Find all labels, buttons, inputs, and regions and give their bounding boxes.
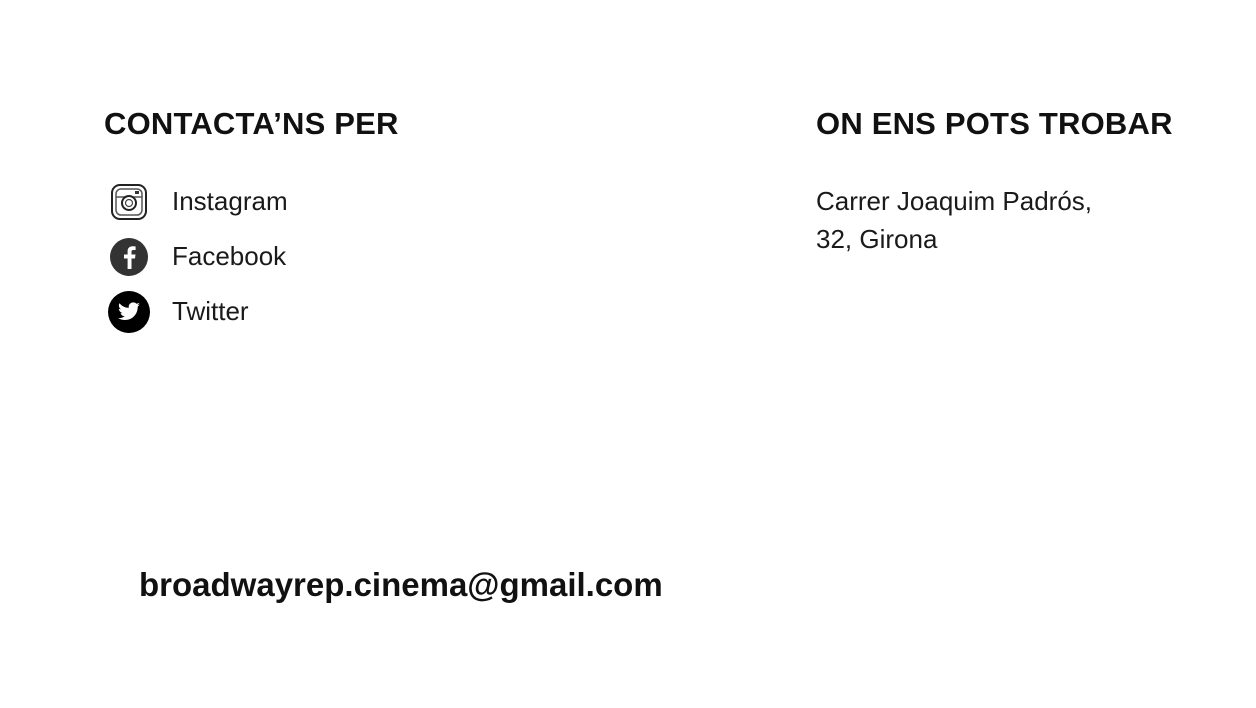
twitter-link[interactable]: [106, 284, 288, 339]
contact-heading: CONTACTA’NS PER: [104, 106, 399, 141]
twitter-label: Twitter: [172, 296, 249, 326]
address-line-2: 32, Girona: [816, 224, 938, 254]
facebook-icon: [106, 234, 152, 280]
instagram-icon: [106, 179, 152, 225]
facebook-link[interactable]: [106, 229, 288, 284]
address: [816, 182, 1092, 258]
address-line-1: Carrer Joaquim Padrós,: [816, 186, 1092, 216]
location-heading: ON ENS POTS TROBAR: [816, 106, 1173, 141]
facebook-label: Facebook: [172, 241, 287, 271]
social-links-list: [106, 174, 288, 339]
instagram-label: Instagram: [172, 186, 288, 216]
instagram-link[interactable]: [106, 174, 288, 229]
twitter-icon: [106, 289, 152, 335]
email-link[interactable]: broadwayrep.cinema@gmail.com: [139, 566, 663, 603]
